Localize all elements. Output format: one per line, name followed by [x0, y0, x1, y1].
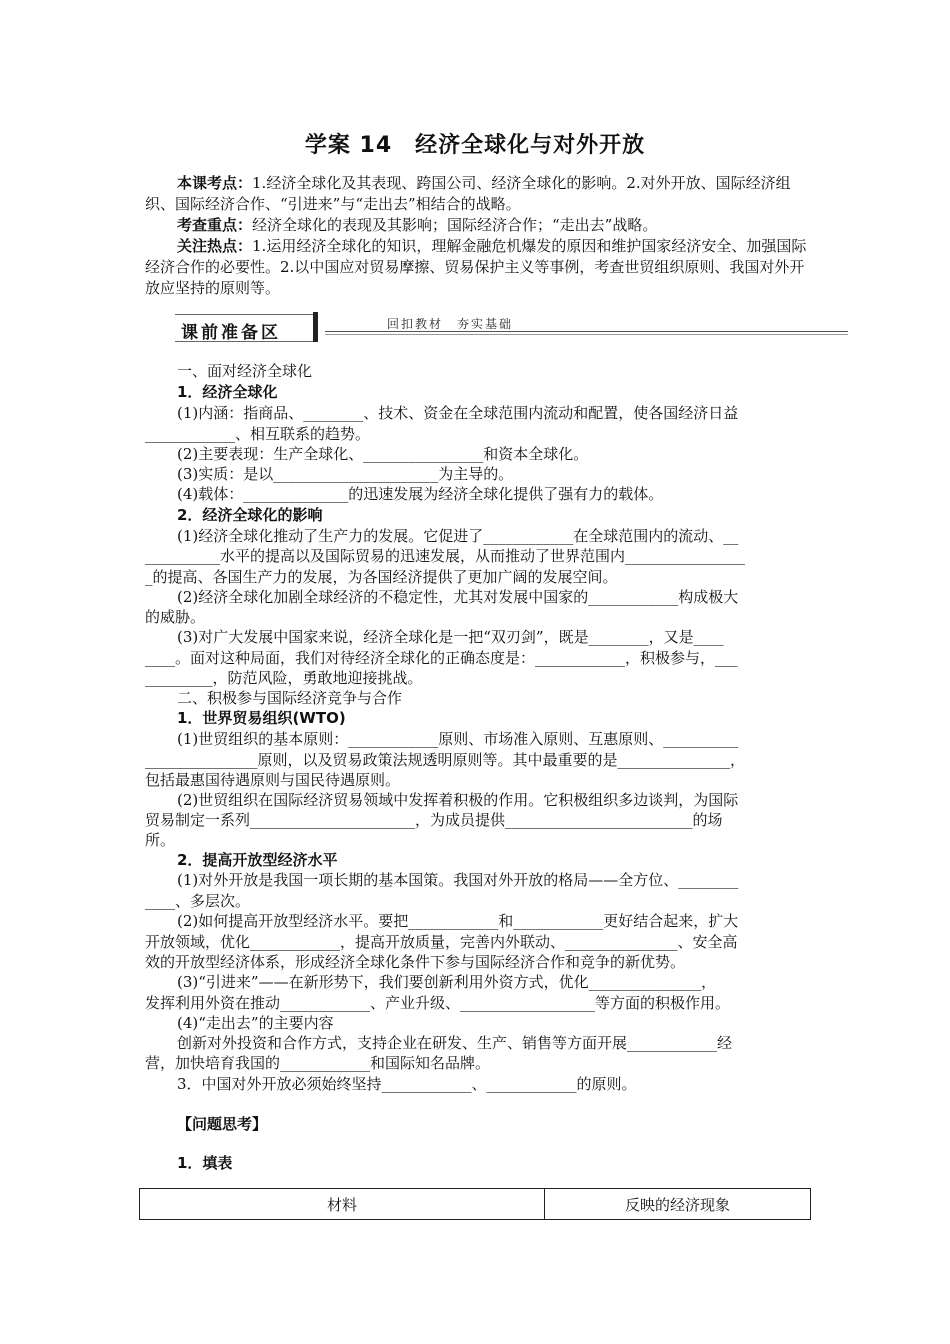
- text-line: 3．中国对外开放必须始终坚持____________、____________的原则。: [177, 1075, 637, 1093]
- text-line: 营，加快培育我国的____________和国际知名品牌。: [145, 1054, 491, 1072]
- banner-subtitle: 回扣教材 夯实基础: [387, 317, 514, 331]
- intro-zhongdian: [145, 215, 807, 236]
- question-item: 1．填表: [177, 1154, 233, 1172]
- banner-bar: [313, 312, 318, 342]
- text-line: 贸易制定一系列______________________，为成员提供_________________________的场: [145, 811, 723, 829]
- text-line: (2)世贸组织在国际经济贸易领域中发挥着积极的作用。它积极组织多边谈判，为国际: [177, 791, 739, 809]
- section-banner: [175, 312, 848, 342]
- text-line: _______________原则，以及贸易政策法规透明原则等。其中最重要的是_______________，: [145, 751, 746, 769]
- subheading-globalization: 1．经济全球化: [177, 383, 278, 401]
- text-line: (4)“走出去”的主要内容: [177, 1014, 334, 1032]
- banner-rule-secondary: [325, 334, 848, 335]
- kaodian-text: 1.经济全球化及其表现、跨国公司、经济全球化的影响。2.对外开放、国际经济组织、国际经济合作、“引进来”与“走出去”相结合的战略。: [145, 174, 791, 213]
- text-line: 发挥利用外资在推动____________、产业升级、__________________等方面的积极作用。: [145, 994, 731, 1012]
- text-line: 的威胁。: [145, 608, 206, 626]
- text-line: 创新对外投资和合作方式，支持企业在研发、生产、销售等方面开展____________经: [177, 1034, 733, 1052]
- table-header-row: [140, 1189, 811, 1220]
- text-line: (1)世贸组织的基本原则：____________原则、市场准入原则、互惠原则、__________: [177, 730, 739, 748]
- text-line: (1)内涵：指商品、________、技术、资金在全球范围内流动和配置，使各国经济日益: [177, 404, 739, 422]
- text-line: (3)对广大发展中国家来说，经济全球化是一把“双刃剑”，既是________，又是____: [177, 628, 724, 646]
- banner-box: [175, 314, 313, 342]
- intro-kaodian: [145, 173, 807, 215]
- redian-text: 1.运用经济全球化的知识，理解金融危机爆发的原因和维护国家经济安全、加强国际经济合作的必要性。2.以中国应对贸易摩擦、贸易保护主义等事例，考查世贸组织原则、我国对外开放应坚持的原则等。: [145, 237, 807, 297]
- text-line: (2)主要表现：生产全球化、________________和资本全球化。: [177, 445, 589, 463]
- kaodian-label: 本课考点：: [177, 174, 253, 192]
- text-line: 包括最惠国待遇原则与国民待遇原则。: [145, 771, 401, 789]
- text-line: (1)经济全球化推动了生产力的发展。它促进了____________在全球范围内的流动、__: [177, 527, 739, 545]
- section-heading-1: 一、面对经济全球化: [177, 362, 313, 380]
- text-line: _的提高、各国生产力的发展，为各国经济提供了更加广阔的发展空间。: [145, 568, 618, 586]
- text-line: (2)经济全球化加剧全球经济的不稳定性，尤其对发展中国家的____________构成极大: [177, 588, 739, 606]
- intro-redian: [145, 236, 807, 299]
- subheading-wto: 1．世界贸易组织(WTO): [177, 709, 346, 727]
- text-line: ____________、相互联系的趋势。: [145, 425, 371, 443]
- text-line: __________水平的提高以及国际贸易的迅速发展，从而推动了世界范围内________________: [145, 547, 746, 565]
- text-line: (3)实质：是以______________________为主导的。: [177, 465, 514, 483]
- text-line: (4)载体：______________的迅速发展为经济全球化提供了强有力的载体。: [177, 485, 664, 503]
- text-line: 所。: [145, 831, 176, 849]
- redian-label: 关注热点：: [177, 237, 253, 255]
- section-heading-2: 二、积极参与国际经济竞争与合作: [177, 689, 403, 707]
- text-line: 效的开放型经济体系，形成经济全球化条件下参与国际经济合作和竞争的新优势。: [145, 953, 686, 971]
- table-header-material: 材料: [140, 1189, 545, 1220]
- subheading-open-economy: 2．提高开放型经济水平: [177, 851, 338, 869]
- text-line: ____。面对这种局面，我们对待经济全球化的正确态度是：____________，积极参与，___: [145, 649, 738, 667]
- text-line: (3)“引进来”——在新形势下，我们要创新利用外资方式，优化_______________，: [177, 973, 717, 991]
- fill-table: [139, 1188, 811, 1220]
- text-line: _________，防范风险，勇敢地迎接挑战。: [145, 669, 423, 687]
- zhongdian-text: 经济全球化的表现及其影响；国际经济合作；“走出去”战略。: [252, 216, 658, 234]
- banner-title: 课前准备区: [181, 323, 281, 343]
- text-line: (1)对外开放是我国一项长期的基本国策。我国对外开放的格局——全方位、________: [177, 871, 739, 889]
- zhongdian-label: 考查重点：: [177, 216, 253, 234]
- text-line: (2)如何提高开放型经济水平。要把____________和____________更好结合起来，扩大: [177, 912, 739, 930]
- table-header-phenomenon: 反映的经济现象: [545, 1189, 811, 1220]
- page-title: 学案 14 经济全球化与对外开放: [304, 133, 646, 158]
- text-line: ____、多层次。: [145, 892, 251, 910]
- text-line: 开放领域，优化____________，提高开放质量，完善内外联动、_______________、安全高: [145, 933, 738, 951]
- question-heading: 【问题思考】: [177, 1115, 268, 1133]
- subheading-impact: 2．经济全球化的影响: [177, 506, 323, 524]
